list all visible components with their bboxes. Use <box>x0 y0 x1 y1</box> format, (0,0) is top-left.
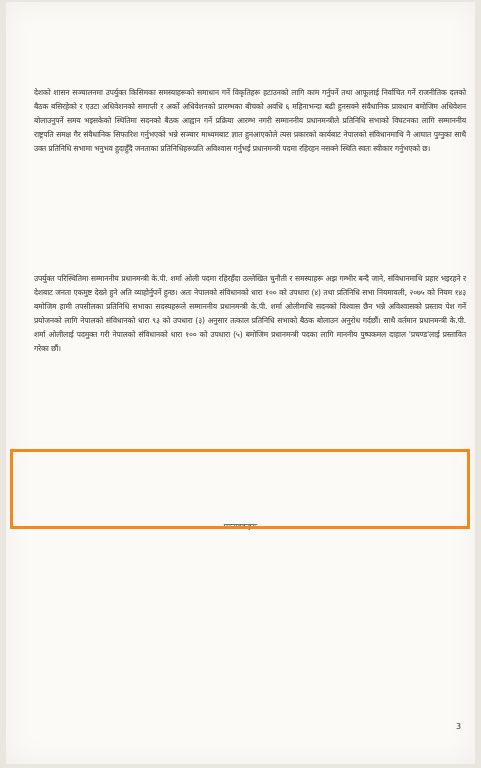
paragraph-2: उपर्युक्त परिस्थितिमा सम्माननीय प्रधानमन्त्री के.पी. शर्मा ओली पदमा रहिरहँदा उल्लेखित चुनौती र समस्याहरू अझ गम्भीर बन्दै जाने, संविधानमाथि प्रहार भइरहने र देशबाट जनता एकमुष्ट देख्ने हुने अति व्याहोर्नुपर्ने हुन्छ। अतः नेपालको संविधानको धारा १०० को उपधारा (४) तथा प्रतिनिधि सभा नियमावली, २०७५ को नियम १४३ बमोजिम हामी तपसीलका प्रतिनिधि सभाका सदस्यहरूले सम्माननीय प्रधानमन्त्री के.पी. शर्मा ओलीमाथि सदनको विश्वास छैन भन्ने अविश्वासको प्रस्ताव पेश गर्ने प्रयोजनको लागि नेपालको संविधानको धारा ९३ को उपधारा (३) अनुसार तत्काल प्रतिनिधि सभाको बैठक बोलाउन अनुरोध गर्दछौं। साथै वर्तमान प्रधानमन्त्री के.पी. शर्मा ओलीलाई पदमुक्त गरी नेपालको संविधानको धारा १०० को उपधारा (५) बमोजिम प्रधानमन्त्री पदका लागि माननीय पुष्पकमल दाहाल 'प्रचण्ड'लाई प्रस्तावित गरेका छौं। <box>34 273 466 353</box>
paragraph-1: देशको शासन सञ्चालनमा उपर्युक्त किसिमका समस्याहरूको समाधान गर्ने विकृतिहरू हटाउनको लागि काम गर्नुपर्ने तथा आफूलाई निर्वाचित गर्ने राजनीतिक दलको बैठक बसिरहेको र एउटा अधिवेशनको समाप्ती र अर्को अधिवेशनको प्रारम्भका बीचको अवधि ६ महिनाभन्दा बढी हुनसक्ने संवैधानिक प्रावधान बमोजिम अधिवेशन बोलाउनुपर्ने समय भइसकेको स्थितिमा सदनको बैठक आह्वान गर्ने प्रक्रिया आरम्भ नगरी सम्माननीय प्रधानमन्त्रीले प्रतिनिधि सभाको विघटनका लागि सम्माननीय राष्ट्रपति समक्ष गैर संवैधानिक सिफारिश गर्नुभएको भन्ने सञ्चार माध्यमबाट ज्ञात हुनआएकोले त्यस प्रकारको कार्यबाट नेपालको संविधानमाथि नै आघात पुग्नुका साथै उक्त प्रतिनिधि सभामा भनुभव हुदाहुँदै जनताका प्रतिनिधिहरूप्रति अविश्वास गर्नुभई प्रधानमन्त्री पदमा रहिरहन नसक्ने स्थिति स्वतः स्वीकार गर्नुभएको छ। <box>34 87 466 153</box>
document-page <box>6 2 475 764</box>
page-number: 3 <box>456 722 462 731</box>
proposers-heading: प्रस्तावकहरू <box>223 522 258 531</box>
highlight-box <box>10 449 470 529</box>
